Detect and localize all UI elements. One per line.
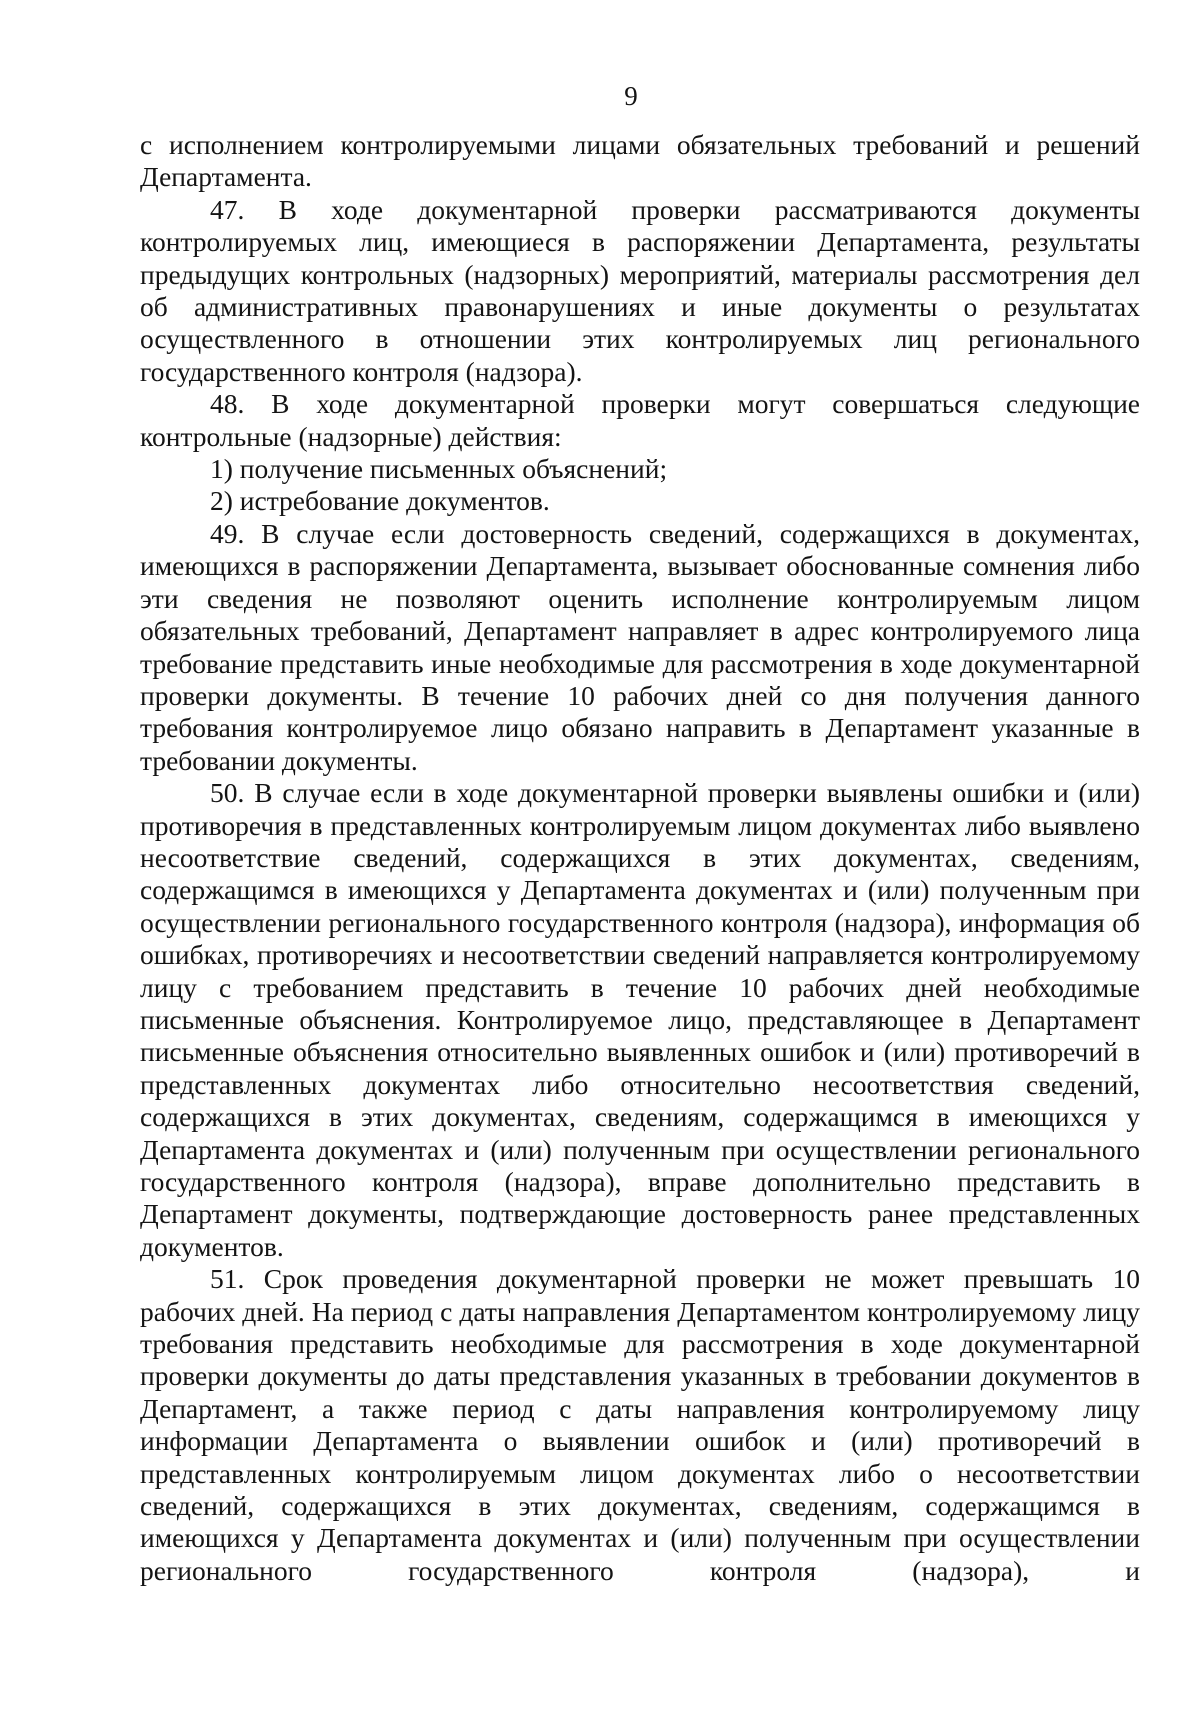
paragraph-continuation: с исполнением контролируемыми лицами обязательных требований и решений Департамента. <box>140 129 1140 193</box>
paragraph-48: 48. В ходе документарной проверки могут совершаться следующие контрольные (надзорные) действия: <box>140 388 1140 452</box>
list-item-2: 2) истребование документов. <box>210 485 550 517</box>
document-body <box>140 129 1140 1587</box>
page-number: 9 <box>624 81 638 111</box>
paragraph-47: 47. В ходе документарной проверки рассматриваются документы контролируемых лиц, имеющиеся в распоряжении Департамента, результаты предыдущих контрольных (надзорных) мероприятий, материалы рассмотрения дел об административных правонарушениях и иные документы о результатах осуществленного в отношении этих контролируемых лиц регионального государственного контроля (надзора). <box>140 193 1140 387</box>
paragraph-50: 50. В случае если в ходе документарной проверки выявлены ошибки и (или) противоречия в представленных контролируемым лицом документах либо выявлено несоответствие сведений, содержащихся в этих документах, сведениям, содержащимся в имеющихся у Департамента документах и (или) полученным при осуществлении регионального государственного контроля (надзора), информация об ошибках, противоречиях и несоответствии сведений направляется контролируемому лицу с требованием представить в течение 10 рабочих дней необходимые письменные объяснения. Контролируемое лицо, представляющее в Департамент письменные объяснения относительно выявленных ошибок и (или) противоречий в представленных документах либо относительно несоответствия сведений, содержащихся в этих документах, сведениям, содержащимся в имеющихся у Департамента документах и (или) полученным при осуществлении регионального государственного контроля (надзора), вправе дополнительно представить в Департамент документы, подтверждающие достоверность ранее представленных документов. <box>140 777 1140 1262</box>
paragraph-49: 49. В случае если достоверность сведений, содержащихся в документах, имеющихся в распоряжении Департамента, вызывает обоснованные сомнения либо эти сведения не позволяют оценить исполнение контролируемым лицом обязательных требований, Департамент направляет в адрес контролируемого лица требование представить иные необходимые для рассмотрения в ходе документарной проверки документы. В течение 10 рабочих дней со дня получения данного требования контролируемое лицо обязано направить в Департамент указанные в требовании документы. <box>140 517 1140 776</box>
list-item-1: 1) получение письменных объяснений; <box>210 453 668 485</box>
paragraph-51: 51. Срок проведения документарной проверки не может превышать 10 рабочих дней. На период с даты направления Департаментом контролируемому лицу требования представить необходимые для рассмотрения в ходе документарной проверки документы до даты представления указанных в требовании документов в Департамент, а также период с даты направления контролируемому лицу информации Департамента о выявлении ошибок и (или) противоречий в представленных контролируемым лицом документах либо о несоответствии сведений, содержащихся в этих документах, сведениям, содержащимся в имеющихся у Департамента документах и (или) полученным при осуществлении регионального государственного контроля (надзора), и <box>140 1263 1140 1586</box>
